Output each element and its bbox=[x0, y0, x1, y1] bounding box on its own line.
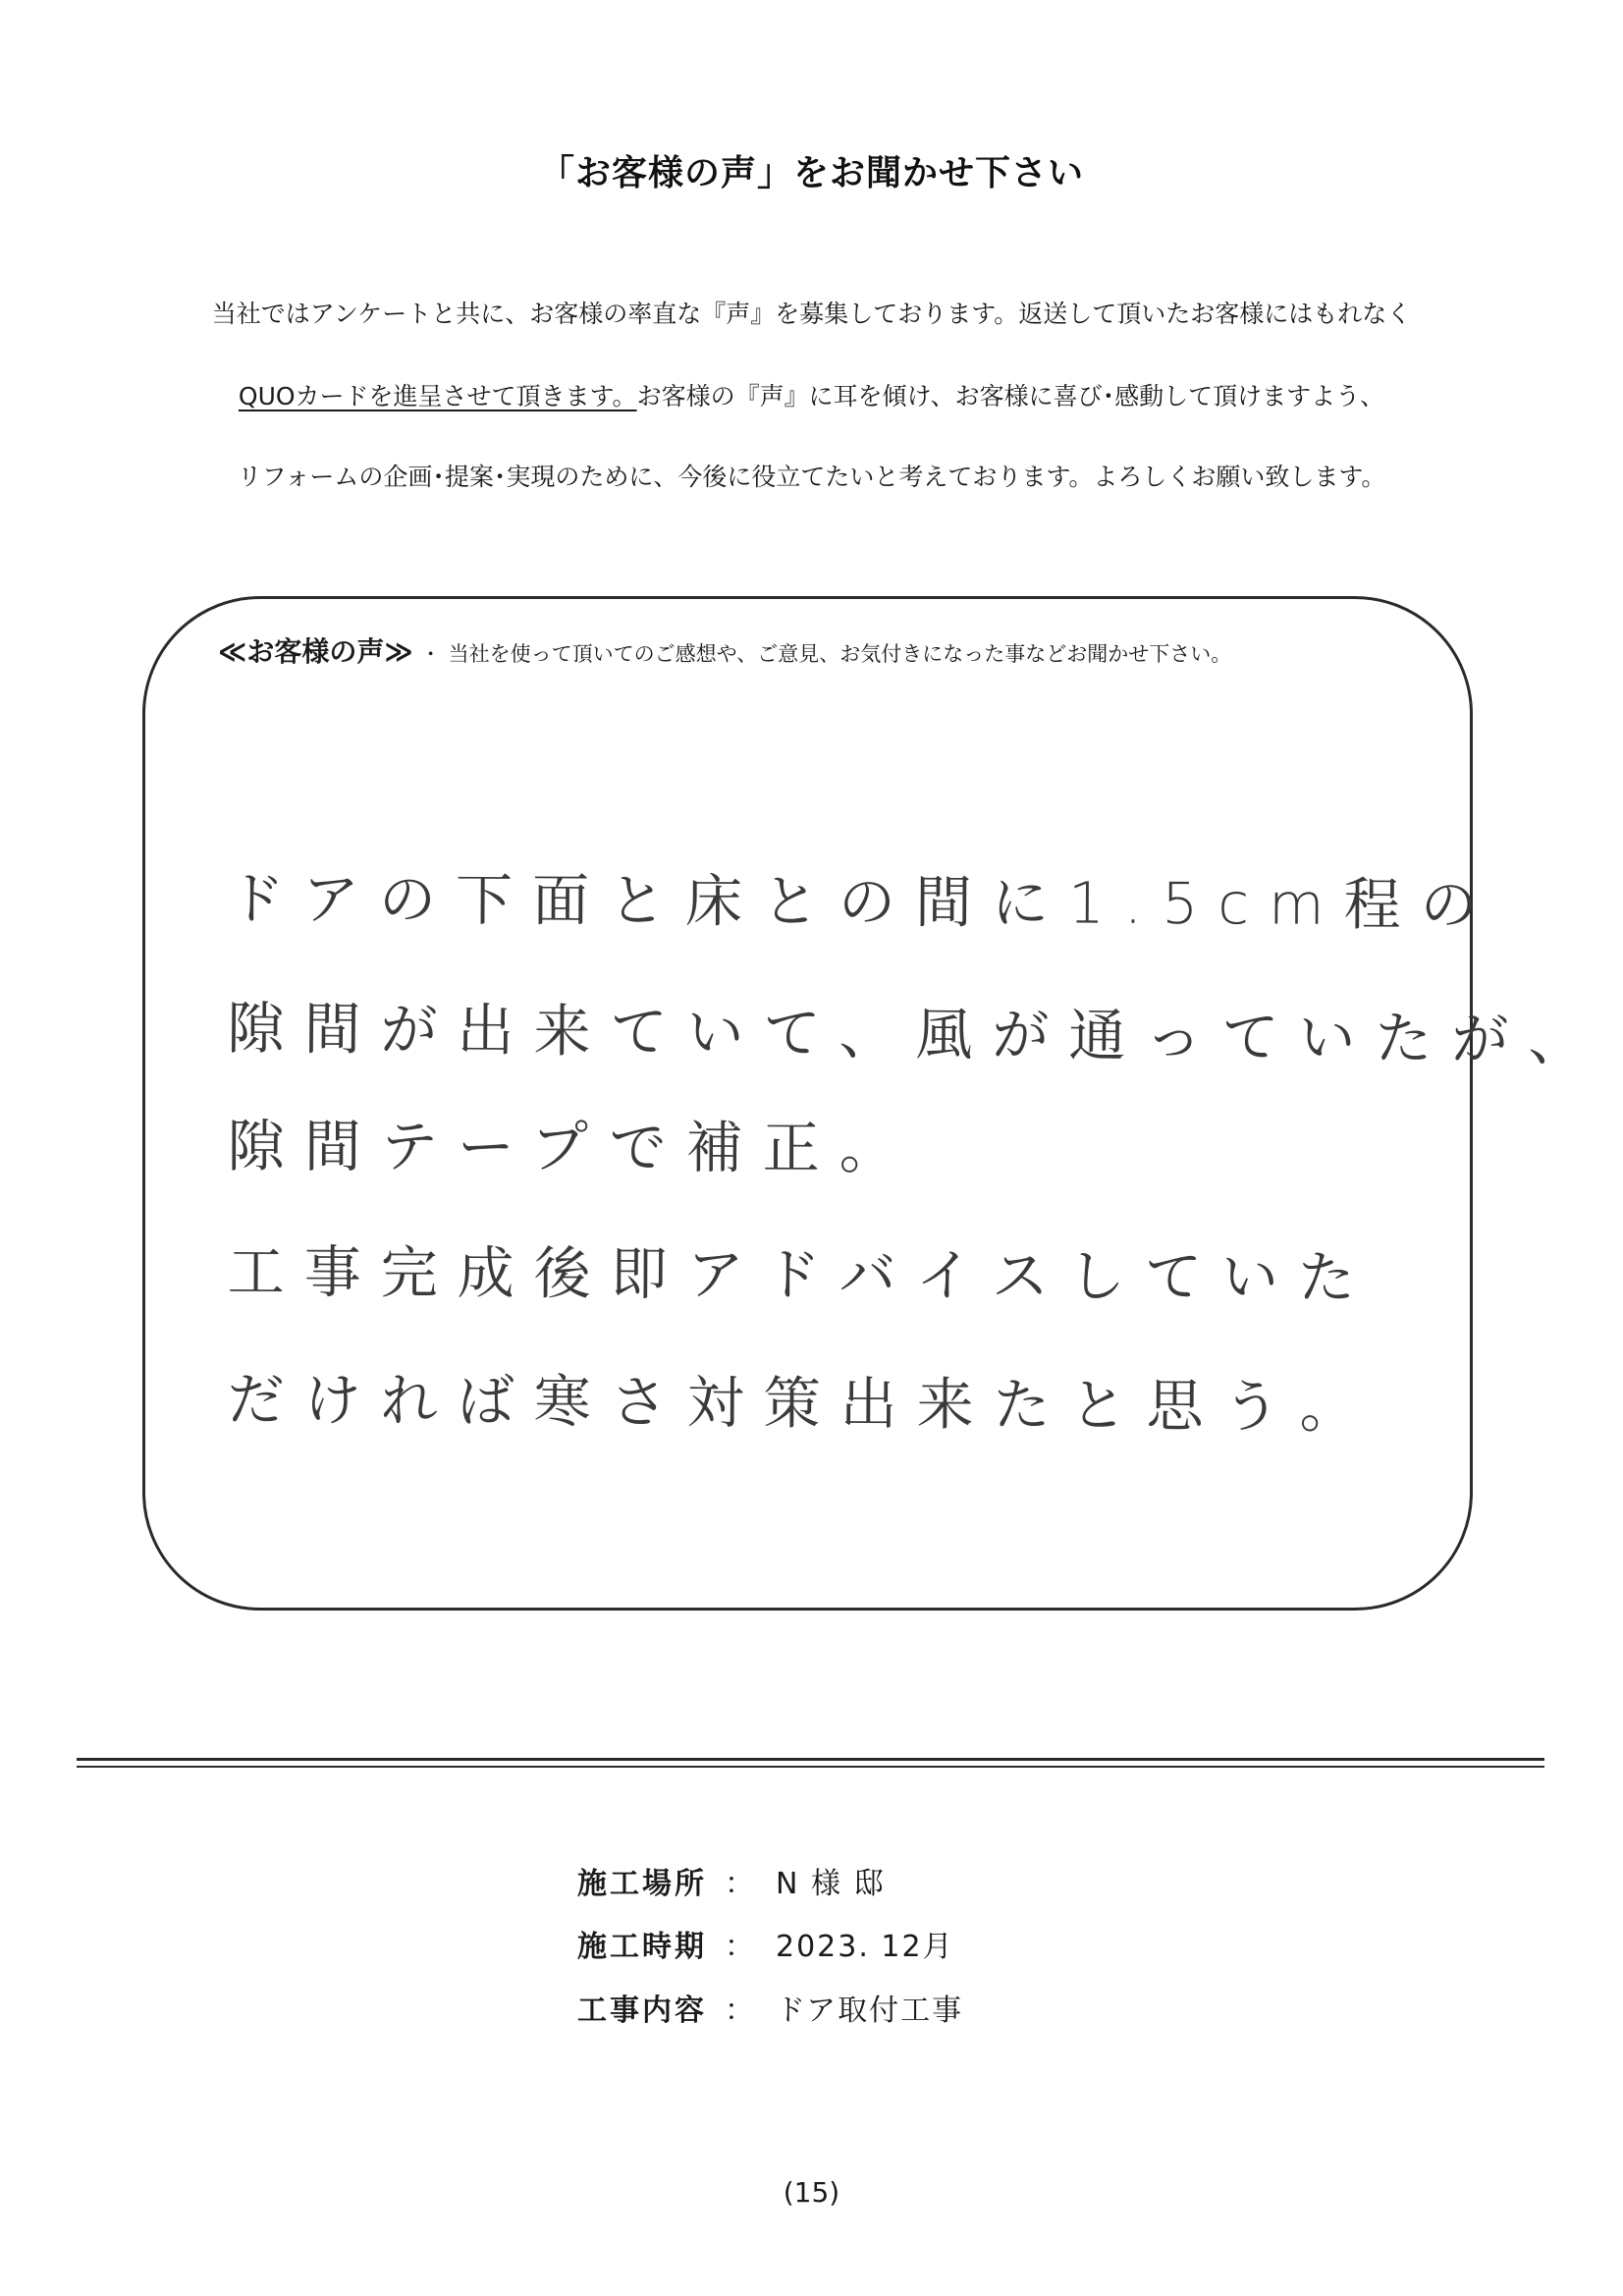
customer-voice-title: ≪お客様の声≫ bbox=[218, 635, 413, 668]
page-number: (15) bbox=[783, 2176, 840, 2209]
info-row-work bbox=[577, 1986, 963, 2029]
info-separator: ： bbox=[725, 1930, 754, 1964]
quo-card-offer: QUOカードを進呈させて頂きます。 bbox=[238, 382, 637, 410]
info-label: 工事内容 bbox=[577, 1994, 707, 2028]
customer-voice-header bbox=[218, 630, 1231, 670]
customer-voice-instruction: 当社を使って頂いてのご感想や、ご意見、お気付きになった事などお聞かせ下さい。 bbox=[448, 642, 1232, 666]
bullet: ・ bbox=[420, 642, 441, 666]
handwritten-line-4: 工事完成後即アドバイスしていた bbox=[227, 1237, 1376, 1312]
intro-line-1: 当社ではアンケートと共に、お客様の率直な『声』を募集しております。返送して頂いたお客様にはもれなく bbox=[211, 300, 1412, 328]
intro-line-3: リフォームの企画･提案･実現のために、今後に役立てたいと考えております。よろしくお願い致します。 bbox=[237, 463, 1386, 491]
info-value: N 様 邸 bbox=[776, 1867, 886, 1901]
intro-line-2-rest: お客様の『声』に耳を傾け、お客様に喜び･感動して頂けますよう、 bbox=[636, 382, 1385, 410]
info-separator: ： bbox=[725, 1867, 754, 1901]
info-label: 施工場所 bbox=[577, 1867, 707, 1901]
divider bbox=[77, 1766, 1544, 1768]
handwritten-line-5: だければ寒さ対策出来たと思う。 bbox=[227, 1365, 1377, 1442]
intro-line-2 bbox=[0, 377, 1623, 412]
page-title: 「お客様の声」をお聞かせ下さい bbox=[538, 153, 1084, 193]
handwritten-line-2: 隙間が出来ていて、風が通っていたが、 bbox=[227, 994, 1605, 1074]
handwritten-line-1: ドアの下面と床との間に1.5cm程の bbox=[227, 864, 1497, 939]
info-separator: ： bbox=[725, 1994, 754, 2028]
handwritten-line-3: 隙間テープで補正。 bbox=[227, 1112, 916, 1182]
divider bbox=[77, 1758, 1544, 1761]
info-label: 施工時期 bbox=[577, 1930, 707, 1964]
info-value: 2023. 12月 bbox=[776, 1930, 954, 1964]
info-row-location bbox=[577, 1859, 886, 1902]
info-value: ドア取付工事 bbox=[776, 1994, 964, 2028]
info-row-period bbox=[577, 1922, 954, 1965]
